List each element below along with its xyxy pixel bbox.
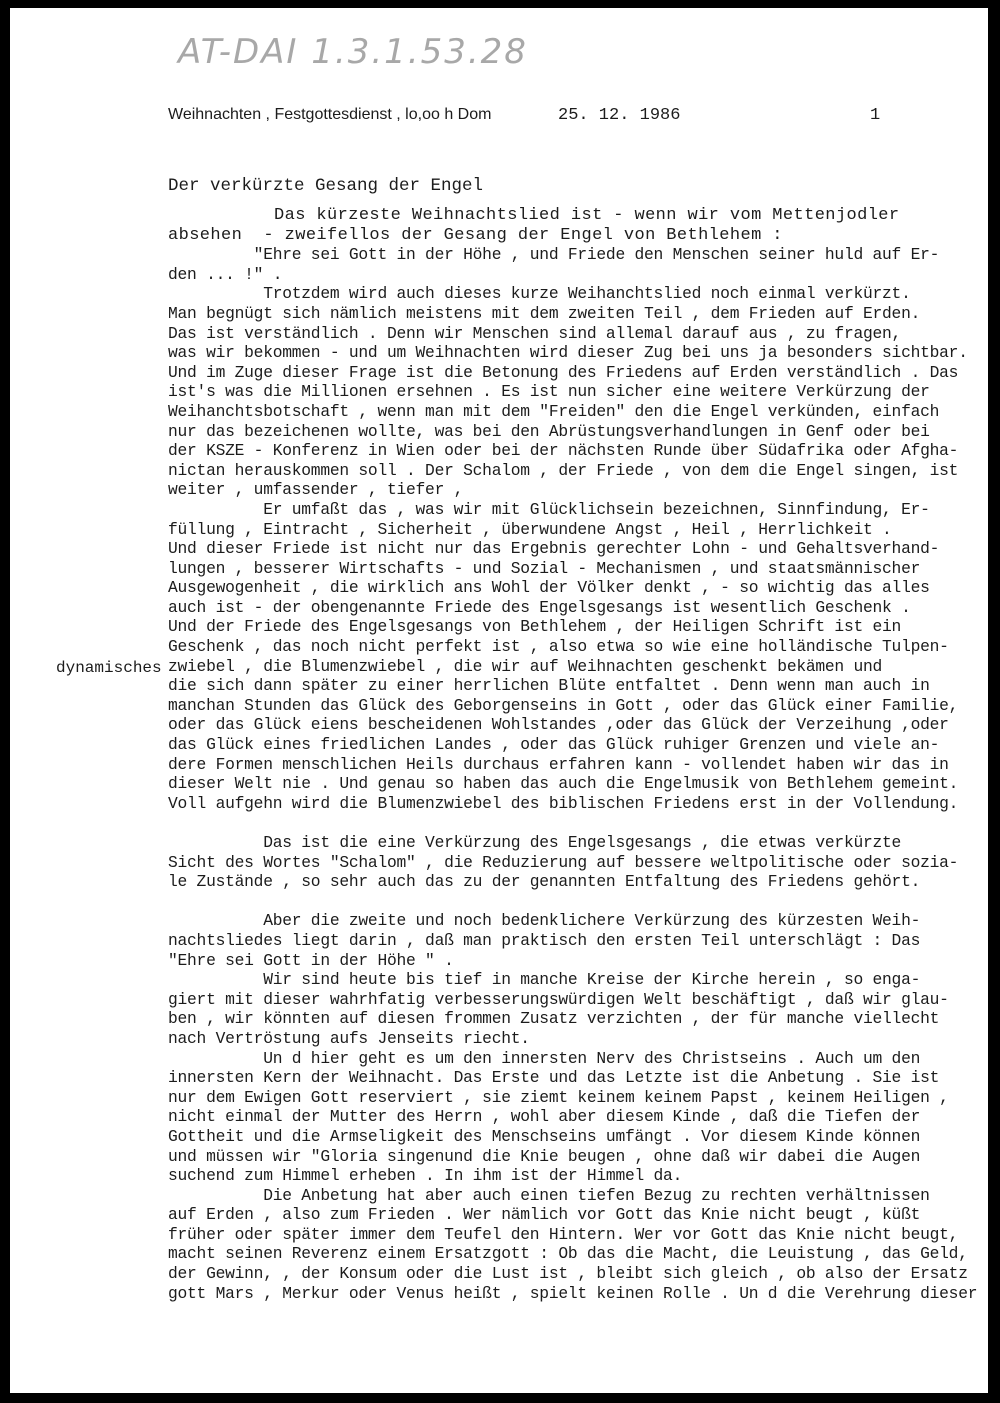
text-line: Die Anbetung hat aber auch einen tiefen Bezug zu rechten verhältnissen: [168, 1185, 930, 1205]
header-occasion: Weihnachten , Festgottesdienst , lo,oo h Dom: [168, 106, 492, 123]
text-line: nachtsliedes liegt darin , daß man praktisch den ersten Teil unterschlägt : Das: [168, 930, 921, 950]
text-line: ist's was die Millionen ersehnen . Es ist nun sicher eine weitere Verkürzung der: [168, 382, 930, 402]
text-line: Und im Zuge dieser Frage ist die Betonung des Friedens auf Erden verständlich . Das: [168, 362, 959, 382]
text-line: früher oder später immer dem Teufel den Hintern. Wer vor Gott das Knie nicht beugt,: [168, 1224, 959, 1244]
text-line: le Zustände , so sehr auch das zu der genannten Entfaltung des Friedens gehört.: [168, 872, 921, 892]
text-line: Aber die zweite und noch bedenklichere Verkürzung des kürzesten Weih-: [168, 911, 921, 931]
text-line: Und der Friede des Engelsgesangs von Bethlehem , der Heiligen Schrift ist ein: [168, 617, 902, 637]
text-line: das Glück eines friedlichen Landes , oder das Glück ruhiger Grenzen und viele an-: [168, 735, 940, 755]
text-line: Voll aufgehn wird die Blumenzwiebel des biblischen Friedens erst in der Vollendung.: [168, 793, 959, 813]
document-title: Der verkürzte Gesang der Engel: [168, 176, 484, 196]
text-line: zwiebel , die Blumenzwiebel , die wir auf Weihnachten geschenkt bekämen und: [168, 656, 883, 676]
text-line: Das kürzeste Weihnachtslied ist - wenn wir vom Mettenjodler: [168, 206, 900, 225]
text-line: suchend zum Himmel erheben . In ihm ist der Himmel da.: [168, 1166, 683, 1186]
text-line: oder das Glück eiens bescheidenen Wohlstandes ,oder das Glück der Verzeihung ,oder: [168, 715, 949, 735]
text-line: absehen - zweifellos der Gesang der Engel von Bethlehem :: [168, 225, 783, 245]
body-text: [168, 206, 988, 1303]
text-line: macht seinen Reverenz einem Ersatzgott : Ob das die Macht, die Leuistung , das Geld,: [168, 1244, 968, 1264]
text-line: Geschenk , das noch nicht perfekt ist , also etwa so wie eine holländische Tulpen-: [168, 637, 949, 657]
text-line: nictan herauskommen soll . Der Schalom , der Friede , von dem die Engel singen, ist: [168, 460, 959, 480]
text-line: nur dem Ewigen Gott reserviert , sie ziemt keinem keinem Papst , keinem Heiligen ,: [168, 1087, 949, 1107]
text-line: Wir sind heute bis tief in manche Kreise der Kirche herein , so enga-: [168, 970, 921, 990]
text-line: manchan Stunden das Glück des Geborgenseins in Gott , oder das Glück einer Familie,: [168, 695, 959, 715]
text-line: ben , wir könnten auf diesen frommen Zusatz verzichten , der für manche viellecht: [168, 1009, 940, 1029]
text-line: "Ehre sei Gott in der Höhe " .: [168, 950, 454, 970]
text-line: Trotzdem wird auch dieses kurze Weihanchtslied noch einmal verkürzt.: [168, 284, 911, 304]
text-line: lungen , besserer Wirtschafts - und Sozial - Mechanismen , und staatsmännischer: [168, 558, 921, 578]
text-line: der Gewinn, , der Konsum oder die Lust ist , bleibt sich gleich , ob also der Ersatz: [168, 1264, 968, 1284]
text-line: Gottheit und die Armseligkeit des Menschseins umfängt . Vor diesem Kinde können: [168, 1126, 921, 1146]
text-line: Ausgewogenheit , die wirklich ans Wohl der Völker denkt , - so wichtig das alles: [168, 578, 930, 598]
page-number: 1: [870, 106, 881, 125]
text-line: innersten Kern der Weihnacht. Das Erste und das Letzte ist die Anbetung . Sie ist: [168, 1068, 940, 1088]
document-page: [10, 8, 988, 1393]
archive-signature-mark: AT-DAI 1.3.1.53.28: [178, 32, 528, 72]
text-line: Und dieser Friede ist nicht nur das Ergebnis gerechter Lohn - und Gehaltsverhand-: [168, 539, 940, 559]
text-line: dere Formen menschlichen Heils durchaus erfahren kann - vollendet haben wir das in: [168, 754, 949, 774]
text-line: gott Mars , Merkur oder Venus heißt , spielt keinen Rolle . Un d die Verehrung dieser: [168, 1283, 978, 1303]
text-line: nur das bezeichenen wollte, was bei den Abrüstungsverhandlungen in Genf oder bei: [168, 421, 930, 441]
text-line: füllung , Eintracht , Sicherheit , überwundene Angst , Heil , Herrlichkeit .: [168, 519, 892, 539]
text-line: auf Erden , also zum Frieden . Wer nämlich vor Gott das Knie nicht beugt , küßt: [168, 1205, 921, 1225]
text-line: Weihanchtsbotschaft , wenn man mit dem "Freiden" den die Engel verkünden, einfach: [168, 401, 940, 421]
text-line: dieser Welt nie . Und genau so haben das auch die Engelmusik von Bethlehem gemeint.: [168, 774, 959, 794]
text-line: Das ist verständlich . Denn wir Menschen sind allemal darauf aus , zu fragen,: [168, 323, 902, 343]
text-line: der KSZE - Konferenz in Wien oder bei der nächsten Runde über Südafrika oder Afgha-: [168, 441, 959, 461]
text-line: nach Vertröstung aufs Jenseits riecht.: [168, 1028, 530, 1048]
text-line: Das ist die eine Verkürzung des Engelsgesangs , die etwas verkürzte: [168, 833, 902, 852]
text-line: [168, 892, 988, 912]
header-date: 25. 12. 1986: [558, 106, 681, 125]
text-line: was wir bekommen - und um Weihnachten wird dieser Zug bei uns ja besonders sichtbar.: [168, 343, 968, 363]
text-line: "Ehre sei Gott in der Höhe , und Friede den Menschen seiner huld auf Er-: [168, 245, 940, 265]
text-line: die sich dann später zu einer herrlichen Blüte entfaltet . Denn wenn man auch in: [168, 676, 930, 696]
text-line: und müssen wir "Gloria singenund die Knie beugen , ohne daß wir dabei die Augen: [168, 1146, 921, 1166]
text-line: Man begnügt sich nämlich meistens mit dem zweiten Teil , dem Frieden auf Erden.: [168, 303, 921, 323]
text-line: Er umfaßt das , was wir mit Glücklichsein bezeichnen, Sinnfindung, Er-: [168, 499, 930, 519]
text-line: weiter , umfassender , tiefer ,: [168, 480, 464, 500]
text-line: Sicht des Wortes "Schalom" , die Reduzierung auf bessere weltpolitische oder sozia-: [168, 852, 959, 872]
text-line: auch ist - der obengenannte Friede des Engelsgesangs ist wesentlich Geschenk .: [168, 597, 911, 617]
text-line: giert mit dieser wahrhfatig verbesserungswürdigen Welt beschäftigt , daß wir glau-: [168, 989, 949, 1009]
text-line: nicht einmal der Mutter des Herrn , wohl aber diesem Kinde , daß die Tiefen der: [168, 1107, 921, 1127]
margin-note: dynamisches: [56, 659, 162, 677]
text-line: den ... !" .: [168, 264, 283, 284]
text-line: [168, 813, 988, 833]
text-line: Un d hier geht es um den innersten Nerv des Christseins . Auch um den: [168, 1048, 921, 1068]
